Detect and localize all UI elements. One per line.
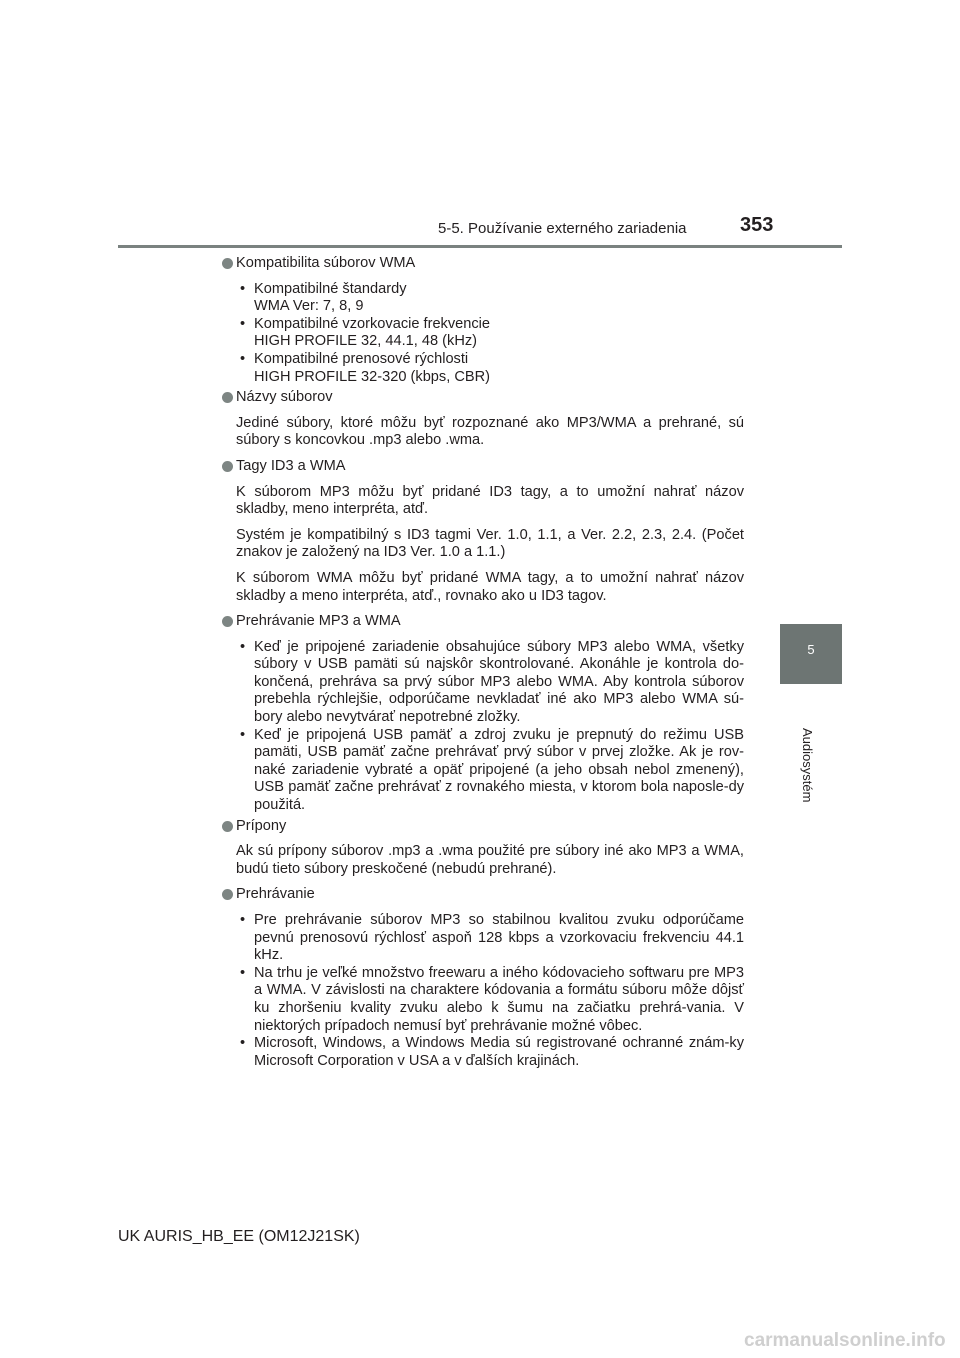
sub-list (236, 639, 744, 815)
section-heading (222, 389, 744, 407)
list-item-text: Kompatibilné vzorkovacie frekvencie (254, 315, 491, 332)
list-item-text: HIGH PROFILE 32, 44.1, 48 (kHz) (254, 333, 478, 350)
chapter-label: Audiosystém (800, 728, 815, 803)
footer-model-code: UK AURIS_HB_EE (OM12J21SK) (118, 1228, 360, 1245)
list-item-text: WMA Ver: 7, 8, 9 (254, 298, 364, 315)
section-heading (222, 613, 744, 631)
bullet-dot-icon: • (240, 280, 246, 297)
list-item (236, 1035, 744, 1070)
bullet-dot-icon: • (240, 912, 246, 928)
section-heading (222, 886, 744, 904)
list-item (236, 912, 744, 965)
bullet-circle-icon (222, 821, 233, 832)
list-item (236, 316, 744, 351)
bullet-dot-icon: • (240, 964, 246, 981)
list-item (236, 351, 744, 386)
watermark: carmanualsonline.info (744, 1330, 946, 1351)
section-heading (222, 818, 744, 836)
page-number: 353 (740, 214, 774, 236)
chapter-number: 5 (807, 642, 815, 657)
bullet-circle-icon (222, 461, 233, 472)
bullet-dot-icon: • (240, 638, 246, 655)
list-item-text: Microsoft, Windows, a Windows Media sú registrované ochranné znám-ky Microsoft Corporation v USA a v ďalších krajinách. (254, 1035, 744, 1069)
body-paragraph: K súborom WMA môžu byť pridané WMA tagy, a to umožní nahrať názov skladby a meno interpréta, atď., rovnako ako u ID3 tagov. (236, 569, 744, 604)
list-item (236, 727, 744, 815)
list-item (236, 965, 744, 1035)
body-paragraph: Ak sú prípony súborov .mp3 a .wma použité pre súbory iné ako MP3 a WMA, budú tieto súbory preskočené (nebudú prehrané). (236, 843, 744, 877)
list-item (236, 281, 744, 316)
list-item-text: Kompatibilné prenosové rýchlosti (254, 350, 469, 367)
section-heading-text: Názvy súborov (236, 389, 333, 406)
bullet-circle-icon (222, 889, 233, 900)
bullet-dot-icon: • (240, 315, 246, 332)
section-heading-text: Prehrávanie (236, 886, 315, 903)
section-heading-text: Tagy ID3 a WMA (236, 457, 346, 474)
list-item-text: Keď je pripojená USB pamäť a zdroj zvuku je prepnutý do režimu USB pamäti, USB pamäť začne prehrávať prvý súbor v prvej zložke. Ak je rov-naké zariadenie vybraté a opäť pripojené (a jeho obsah nebol zmenený), USB pamäť začne prehrávať z rovnakého miesta, v ktorom bola naposle-dy použitá. (254, 726, 744, 814)
bullet-dot-icon: • (240, 726, 246, 743)
bullet-circle-icon (222, 392, 233, 403)
sub-list (236, 912, 744, 1070)
body-paragraph: Jediné súbory, ktoré môžu byť rozpoznané ako MP3/WMA a prehrané, sú súbory s koncovkou .mp3 alebo .wma. (236, 414, 744, 449)
body-paragraph: K súborom MP3 môžu byť pridané ID3 tagy, a to umožní nahrať názov skladby, meno interpréta, atď. (236, 483, 744, 518)
list-item-text: HIGH PROFILE 32-320 (kbps, CBR) (254, 368, 491, 385)
bullet-circle-icon (222, 258, 233, 269)
section-heading-text: Prehrávanie MP3 a WMA (236, 613, 401, 630)
bullet-circle-icon (222, 616, 233, 627)
list-item (236, 639, 744, 727)
list-item-text: Pre prehrávanie súborov MP3 so stabilnou kvalitou zvuku odporúčame pevnú prenosovú rýchlosť aspoň 128 kbps a vzorkovaciu frekvenciu 44.1 kHz. (254, 912, 744, 964)
list-item-text: Na trhu je veľké množstvo freewaru a iného kódovacieho softwaru pre MP3 a WMA. V závislosti na charaktere kódovania a formátu súboru môže dôjsť ku zhoršeniu kvality zvuku alebo k šumu na začiatku prehrá-vania. V niektorých prípadoch nemusí byť prehrávanie možné vôbec. (254, 964, 744, 1034)
section-heading (222, 458, 744, 476)
header-divider (118, 245, 842, 248)
list-item-text: Kompatibilné štandardy (254, 280, 407, 297)
bullet-dot-icon: • (240, 1035, 246, 1052)
chapter-tab (780, 624, 842, 684)
page-content (222, 255, 744, 1073)
list-item-text: Keď je pripojené zariadenie obsahujúce súbory MP3 alebo WMA, všetky súbory v USB pamäti sú najskôr skontrolované. Akonáhle je kontrola do-končená, prehráva sa prvý súbor MP3 alebo WMA. Aby kontrola súborov prebehla rýchlejšie, odporúčame nevkladať iné ako MP3 alebo WMA sú-bory alebo nevytvárať nepotrebné zložky. (254, 638, 744, 726)
section-heading-text: Kompatibilita súborov WMA (236, 255, 416, 271)
section-heading-text: Prípony (236, 817, 287, 834)
body-paragraph: Systém je kompatibilný s ID3 tagmi Ver. 1.0, 1.1, a Ver. 2.2, 2.3, 2.4. (Počet znakov je založený na ID3 Ver. 1.0 a 1.1.) (236, 526, 744, 561)
section-title: 5-5. Používanie externého zariadenia (438, 220, 687, 237)
section-heading (222, 255, 744, 273)
bullet-dot-icon: • (240, 350, 246, 367)
sub-list (236, 281, 744, 387)
